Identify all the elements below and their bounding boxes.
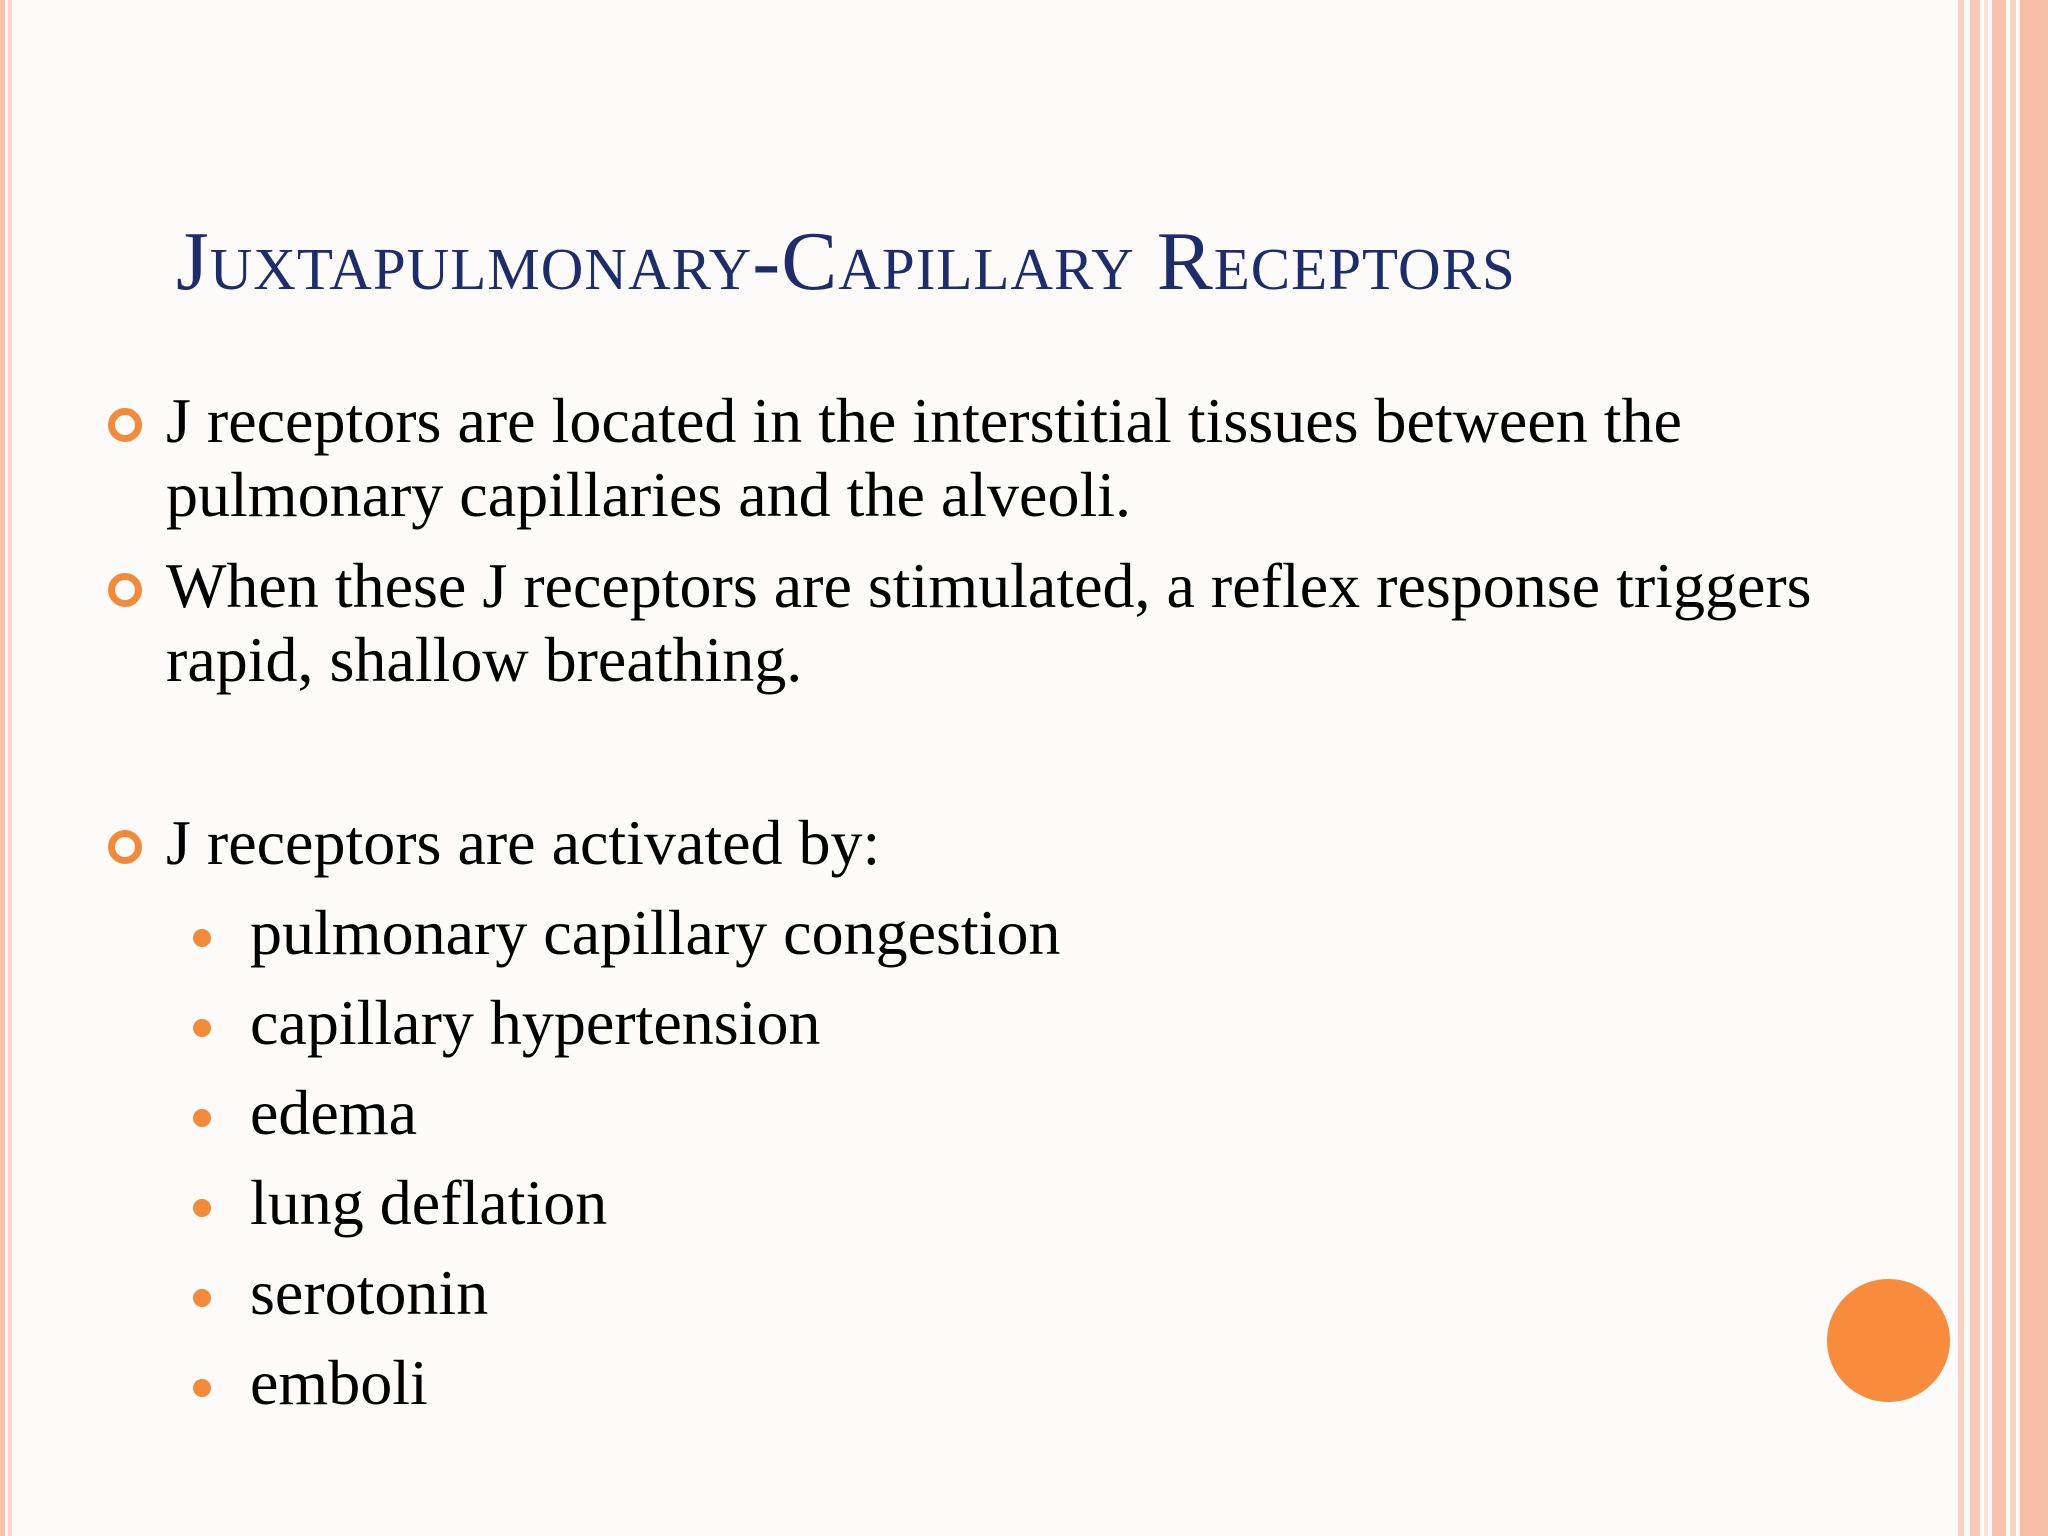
dot-bullet-icon (193, 929, 211, 947)
dot-bullet-icon (193, 1379, 211, 1397)
ring-bullet-icon (108, 408, 142, 442)
bullet-item: J receptors are located in the interstitial tissues between the pulmonary capillaries and the alveoli. (166, 385, 1682, 530)
right-border-stripe (1970, 0, 1980, 1536)
right-border-stripe (1984, 0, 1988, 1536)
right-border-stripe (1958, 0, 1964, 1536)
sub-bullet-item: serotonin (250, 1257, 489, 1328)
left-border-stripe (8, 0, 12, 1536)
sub-bullet-item: lung deflation (250, 1167, 608, 1238)
dot-bullet-icon (193, 1289, 211, 1307)
ring-bullet-icon (108, 573, 142, 607)
slide-title: Juxtapulmonary-Capillary Receptors (176, 215, 1516, 308)
sub-bullet-item: capillary hypertension (250, 987, 821, 1058)
left-border-stripe (0, 0, 5, 1536)
bullet-item: J receptors are activated by: (166, 807, 881, 878)
right-border-stripe (2010, 0, 2016, 1536)
right-border-stripe (2020, 0, 2048, 1536)
dot-bullet-icon (193, 1109, 211, 1127)
sub-bullet-item: pulmonary capillary congestion (250, 897, 1061, 968)
bullet-item: When these J receptors are stimulated, a reflex response triggers rapid, shallow breathing. (166, 550, 1812, 695)
ring-bullet-icon (108, 830, 142, 864)
orange-circle-icon (1827, 1279, 1950, 1402)
dot-bullet-icon (193, 1019, 211, 1037)
sub-bullet-item: emboli (250, 1347, 428, 1418)
right-border-stripe (1992, 0, 2006, 1536)
dot-bullet-icon (193, 1199, 211, 1217)
sub-bullet-item: edema (250, 1077, 417, 1148)
